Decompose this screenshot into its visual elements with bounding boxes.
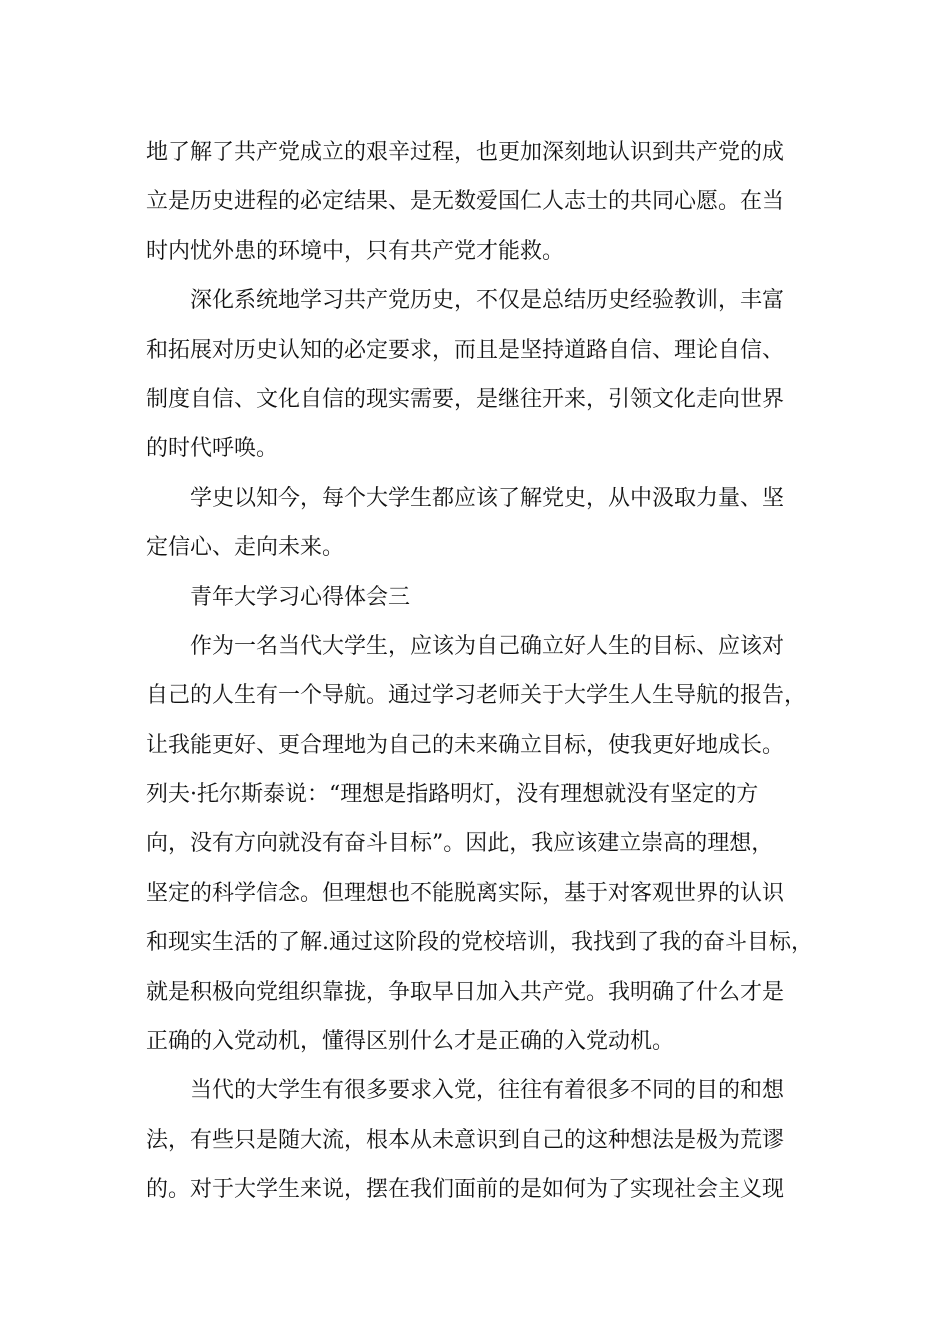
paragraph-line: 让我能更好、更合理地为自己的未来确立目标，使我更好地成长。 bbox=[146, 732, 785, 758]
paragraph-line: 定信心、走向未来。 bbox=[146, 535, 345, 561]
paragraph-line: 列夫·托尔斯泰说：“理想是指路明灯，没有理想就没有坚定的方 bbox=[146, 782, 759, 808]
paragraph-line: 就是积极向党组织靠拢，争取早日加入共产党。我明确了什么才是 bbox=[146, 979, 785, 1005]
paragraph-first-line: 深化系统地学习共产党历史，不仅是总结历史经验教训，丰富 bbox=[190, 288, 785, 314]
paragraph-line: 制度自信、文化自信的现实需要，是继往开来，引领文化走向世界 bbox=[146, 386, 785, 412]
paragraph-line: 和拓展对历史认知的必定要求，而且是坚持道路自信、理论自信、 bbox=[146, 337, 785, 363]
paragraph-line: 时内忧外患的环境中，只有共产党才能救。 bbox=[146, 238, 565, 264]
paragraph-line: 自己的人生有一个导航。通过学习老师关于大学生人生导航的报告， bbox=[146, 683, 807, 709]
paragraph-line: 向，没有方向就没有奋斗目标”。因此，我应该建立崇高的理想， bbox=[146, 831, 774, 857]
paragraph-first-line: 当代的大学生有很多要求入党，往往有着很多不同的目的和想 bbox=[190, 1078, 785, 1104]
paragraph-line: 地了解了共产党成立的艰辛过程，也更加深刻地认识到共产党的成 bbox=[146, 140, 785, 165]
paragraph-first-line: 学史以知今，每个大学生都应该了解党史，从中汲取力量、坚 bbox=[190, 485, 785, 511]
paragraph-line: 正确的入党动机，懂得区别什么才是正确的入党动机。 bbox=[146, 1029, 675, 1055]
paragraph-first-line: 作为一名当代大学生，应该为自己确立好人生的目标、应该对 bbox=[190, 633, 785, 659]
paragraph-line: 立是历史进程的必定结果、是无数爱国仁人志士的共同心愿。在当 bbox=[146, 189, 785, 215]
paragraph-line: 坚定的科学信念。但理想也不能脱离实际，基于对客观世界的认识 bbox=[146, 880, 785, 906]
paragraph-line: 的。对于大学生来说，摆在我们面前的是如何为了实现社会主义现 bbox=[146, 1177, 785, 1203]
paragraph-line: 的时代呼唤。 bbox=[146, 436, 279, 462]
paragraph-line: 法，有些只是随大流，根本从未意识到自己的这种想法是极为荒谬 bbox=[146, 1127, 785, 1153]
document-body bbox=[146, 128, 826, 1215]
paragraph-line: 和现实生活的了解.通过这阶段的党校培训，我找到了我的奋斗目标， bbox=[146, 930, 813, 956]
paragraph-first-line: 青年大学习心得体会三 bbox=[190, 584, 411, 610]
